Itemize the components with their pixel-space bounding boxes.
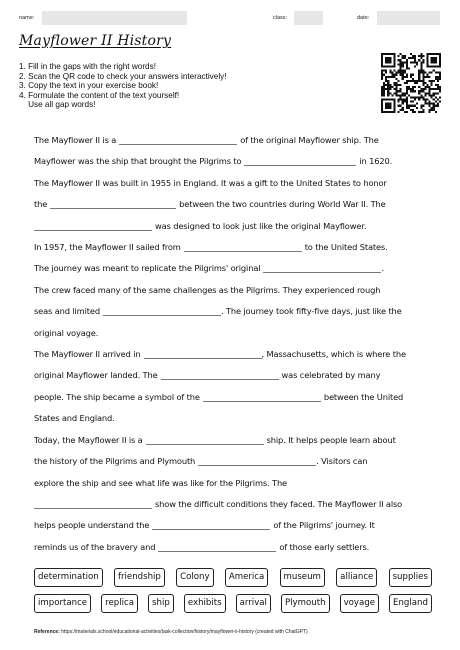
text-line: was designed to look just like the original Mayflower. — [34, 216, 434, 237]
word-chip[interactable]: America — [225, 568, 268, 587]
class-label: class: — [273, 15, 288, 21]
word-chip[interactable]: Colony — [176, 568, 213, 587]
text-line: show the difficult conditions they faced. The Mayflower II also — [34, 494, 434, 515]
instruction-1: 1. Fill in the gaps with the right words! — [19, 62, 156, 71]
word-chip[interactable]: ship — [148, 594, 174, 613]
gap-blank[interactable] — [119, 134, 237, 145]
qr-code-icon[interactable] — [381, 53, 441, 113]
text-line: Today, the Mayflower II is a ship. It helps people learn about — [34, 434, 396, 445]
word-chip[interactable]: voyage — [340, 594, 379, 613]
word-chip[interactable]: importance — [34, 594, 91, 613]
reference-label: Reference: — [34, 629, 60, 635]
word-bank-row-1 — [34, 568, 432, 587]
instructions — [19, 62, 359, 110]
word-chip[interactable]: determination — [34, 568, 103, 587]
text-line: The journey was meant to replicate the Pilgrims' original . — [34, 263, 384, 274]
text-line: The crew faced many of the same challenges as the Pilgrims. They experienced rough — [34, 284, 381, 295]
gap-blank[interactable] — [50, 198, 176, 209]
word-bank-row-2 — [34, 594, 432, 613]
gap-blank[interactable] — [203, 391, 321, 402]
gap-text — [34, 130, 434, 558]
name-label: name: — [19, 15, 35, 21]
gap-blank[interactable] — [263, 262, 381, 273]
gap-blank[interactable] — [34, 498, 152, 509]
text-line: States and England. — [34, 413, 115, 424]
gap-blank[interactable] — [144, 348, 262, 359]
reference-link[interactable]: https://materials.school/educational-activities/task-collection/history/mayflower-ii-history (created with ChatGPT) — [61, 629, 308, 635]
word-chip[interactable]: supplies — [389, 568, 432, 587]
word-chip[interactable]: friendship — [114, 568, 165, 587]
date-field[interactable] — [377, 11, 440, 25]
word-chip[interactable]: museum — [280, 568, 325, 587]
gap-blank[interactable] — [158, 541, 276, 552]
text-line: reminds us of the bravery and of those early settlers. — [34, 541, 370, 552]
gap-blank[interactable] — [152, 519, 270, 530]
name-field[interactable] — [42, 11, 187, 25]
text-line: explore the ship and see what life was like for the Pilgrims. The — [34, 477, 288, 488]
page-title: Mayflower II History — [19, 33, 172, 49]
word-chip[interactable]: Plymouth — [281, 594, 330, 613]
text-line: In 1957, the Mayflower II sailed from to the United States. — [34, 242, 388, 253]
text-line: original voyage. — [34, 327, 99, 338]
gap-blank[interactable] — [184, 241, 302, 252]
text-line: The Mayflower II was built in 1955 in England. It was a gift to the United States to honor — [34, 177, 387, 188]
word-chip[interactable]: replica — [101, 594, 138, 613]
instruction-2: 2. Scan the QR code to check your answers interactively! — [19, 71, 227, 81]
word-chip[interactable]: alliance — [336, 568, 377, 587]
gap-blank[interactable] — [103, 305, 221, 316]
instruction-3: 3. Copy the text in your exercise book! — [19, 81, 159, 91]
text-line: people. The ship became a symbol of the between the United — [34, 391, 404, 402]
text-line: the history of the Pilgrims and Plymouth . Visitors can — [34, 456, 368, 467]
text-line: original Mayflower landed. The was celebrated by many — [34, 370, 381, 381]
gap-blank[interactable] — [198, 455, 316, 466]
date-label: date: — [357, 15, 370, 21]
gap-blank[interactable] — [244, 155, 356, 166]
reference — [34, 629, 308, 635]
word-bank — [34, 568, 432, 620]
gap-blank[interactable] — [146, 434, 264, 445]
gap-blank[interactable] — [161, 369, 279, 380]
text-line: helps people understand the of the Pilgrims' journey. It — [34, 520, 375, 531]
gap-blank[interactable] — [34, 220, 152, 231]
text-line: Mayflower was the ship that brought the Pilgrims to in 1620. — [34, 156, 393, 167]
text-line: The Mayflower II is a of the original Mayflower ship. The — [34, 135, 379, 145]
instruction-4-cont: Use all gap words! — [19, 100, 96, 110]
class-field[interactable] — [294, 11, 323, 25]
word-chip[interactable]: exhibits — [184, 594, 226, 613]
worksheet-header — [0, 8, 460, 30]
text-line: seas and limited . The journey took fifty-five days, just like the — [34, 306, 402, 317]
text-line: the between the two countries during World War II. The — [34, 199, 386, 210]
text-line: The Mayflower II arrived in , Massachusetts, which is where the — [34, 349, 406, 360]
instruction-4: 4. Formulate the content of the text yourself! — [19, 90, 180, 100]
word-chip[interactable]: arrival — [236, 594, 271, 613]
word-chip[interactable]: England — [389, 594, 432, 613]
